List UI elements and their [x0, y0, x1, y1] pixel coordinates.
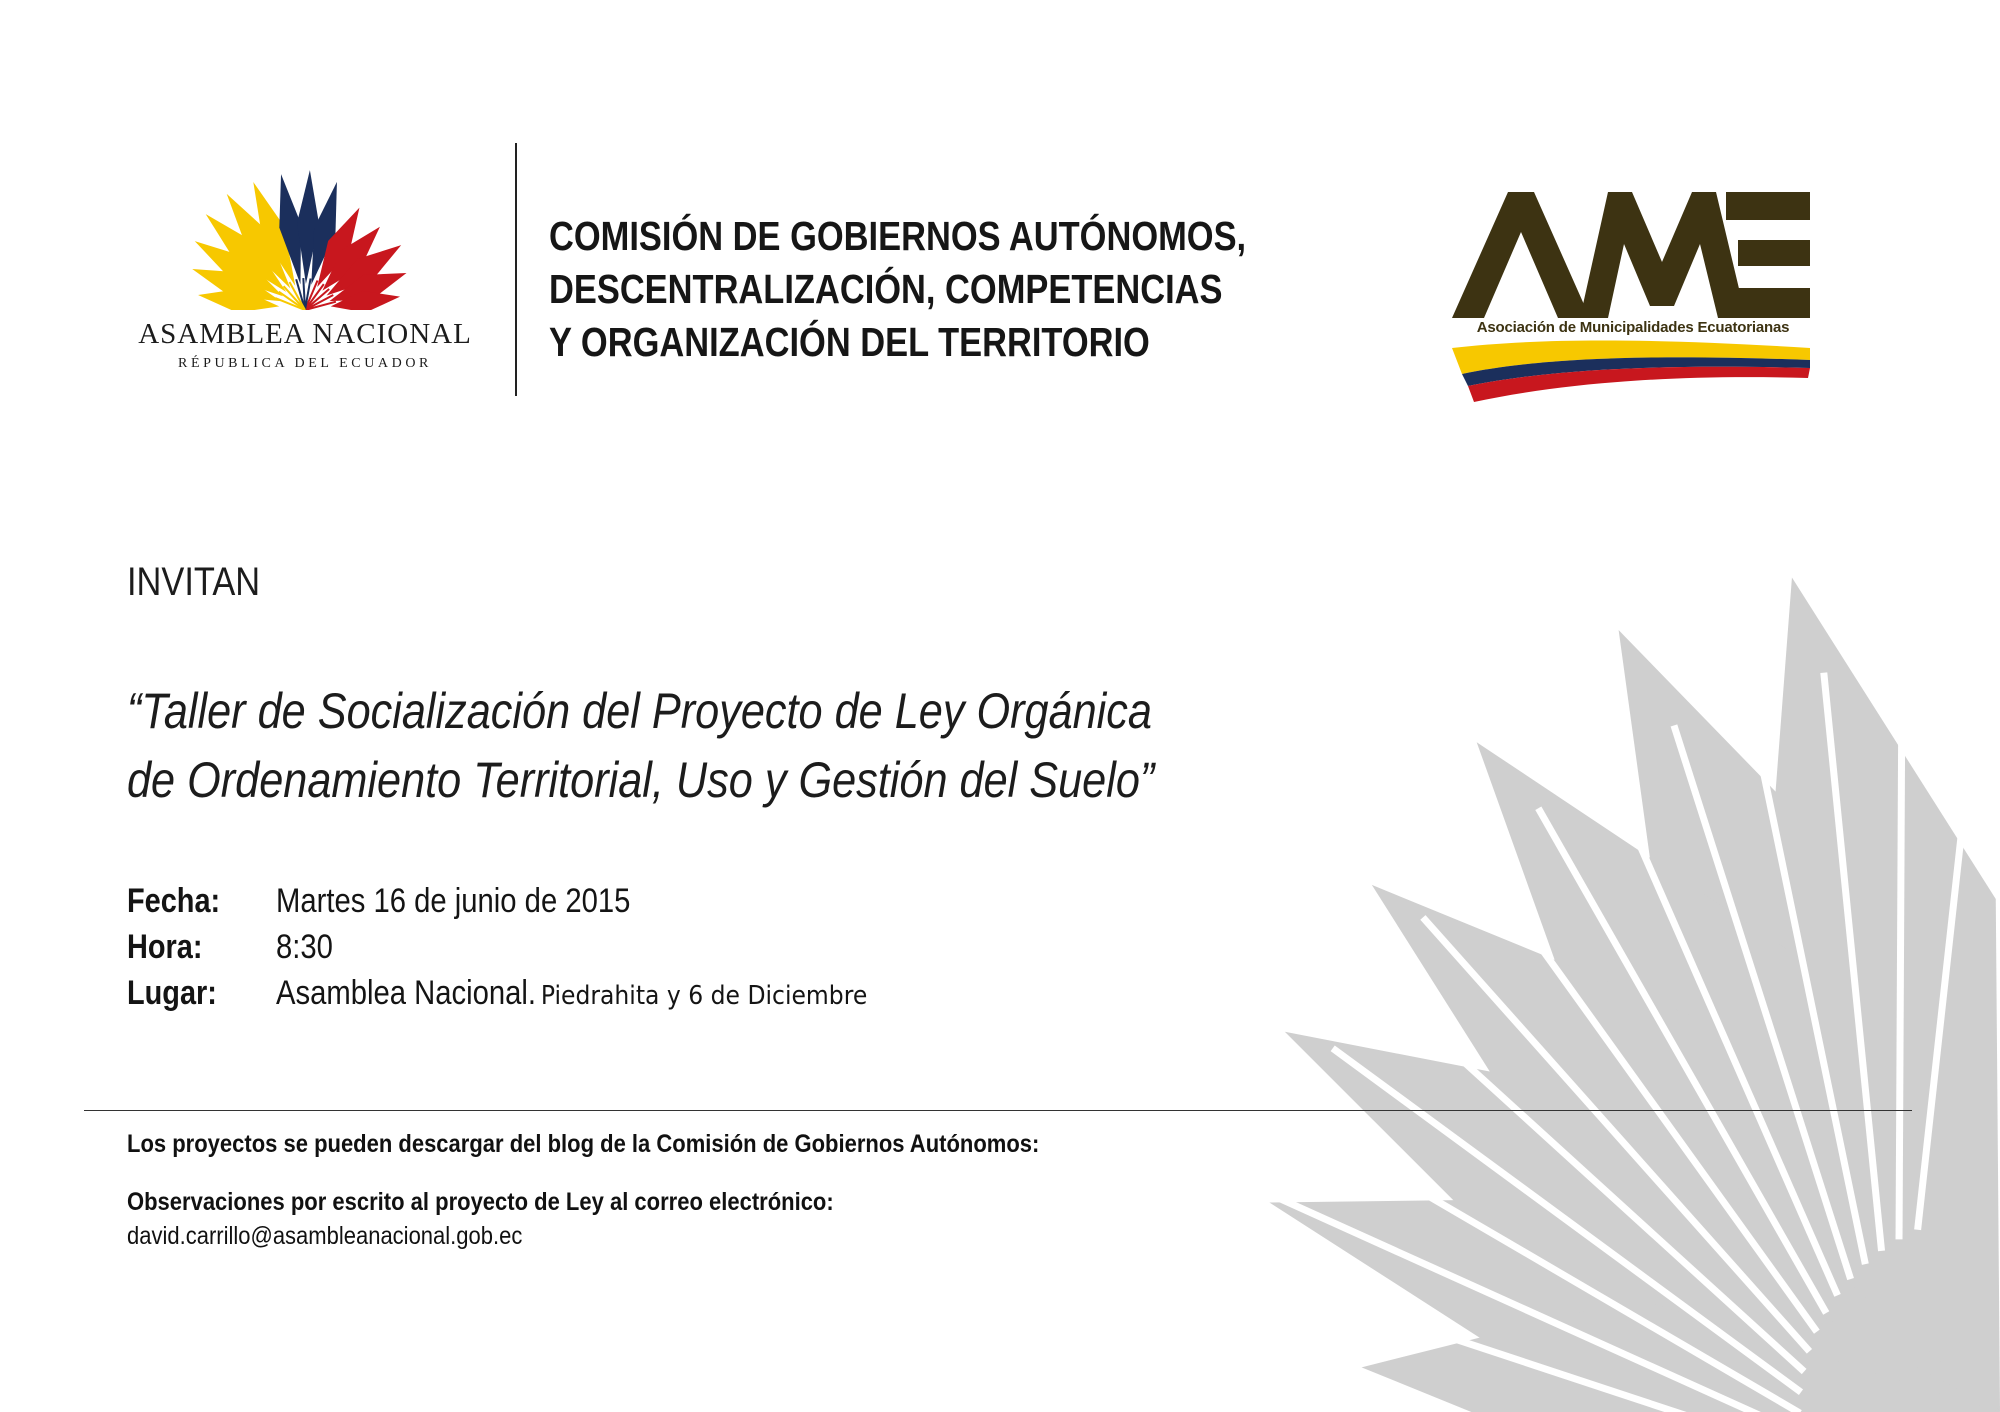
- download-note: Los proyectos se pueden descargar del blog de la Comisión de Gobiernos Autónomos:: [127, 1130, 1040, 1158]
- event-title: [127, 677, 1154, 815]
- lugar-value-group: [276, 974, 868, 1013]
- commission-title: [549, 210, 1247, 369]
- header-divider: [515, 143, 517, 396]
- invitan-label: INVITAN: [127, 560, 261, 604]
- ame-letter-m: [1580, 192, 1746, 318]
- fecha-label: Fecha:: [127, 882, 221, 920]
- ame-caption: Asociación de Municipalidades Ecuatorianas: [1476, 319, 1790, 336]
- lugar-label: Lugar:: [127, 974, 217, 1012]
- decorative-sun-burst-icon: [980, 520, 2000, 1412]
- lugar-address: Piedrahita y 6 de Diciembre: [541, 981, 868, 1011]
- decor-lattice-line: [1899, 658, 1902, 1239]
- ame-letter-a: [1452, 192, 1590, 318]
- asamblea-nacional-logo: [120, 168, 490, 378]
- observations-note: Observaciones por escrito al proyecto de Ley al correo electrónico:: [127, 1188, 834, 1216]
- asamblea-subtitle: RÉPUBLICA DEL ECUADOR: [178, 356, 432, 371]
- ame-letter-e-mid: [1738, 240, 1810, 266]
- event-title-line: de Ordenamiento Territorial, Uso y Gestión del Suelo”: [127, 752, 1155, 808]
- event-title-line: “Taller de Socialización del Proyecto de Ley Orgánica: [127, 683, 1152, 739]
- commission-title-line: COMISIÓN DE GOBIERNOS AUTÓNOMOS,: [549, 213, 1247, 259]
- contact-email[interactable]: david.carrillo@asambleanacional.gob.ec: [127, 1222, 523, 1250]
- ame-letter-e-bot: [1738, 288, 1810, 318]
- commission-title-line: Y ORGANIZACIÓN DEL TERRITORIO: [549, 319, 1150, 365]
- hora-value: 8:30: [276, 928, 333, 966]
- sun-emblem-icon: [160, 168, 450, 310]
- ame-logo: [1448, 188, 1818, 408]
- commission-title-line: DESCENTRALIZACIÓN, COMPETENCIAS: [549, 266, 1223, 312]
- asamblea-name: ASAMBLEA NACIONAL: [138, 318, 472, 350]
- footer-rule: [84, 1110, 1912, 1111]
- lugar-value: Asamblea Nacional.: [276, 974, 537, 1012]
- ame-letter-e-top: [1726, 192, 1810, 220]
- fecha-value: Martes 16 de junio de 2015: [276, 882, 631, 920]
- ame-letters-icon: [1448, 188, 1818, 408]
- hora-label: Hora:: [127, 928, 203, 966]
